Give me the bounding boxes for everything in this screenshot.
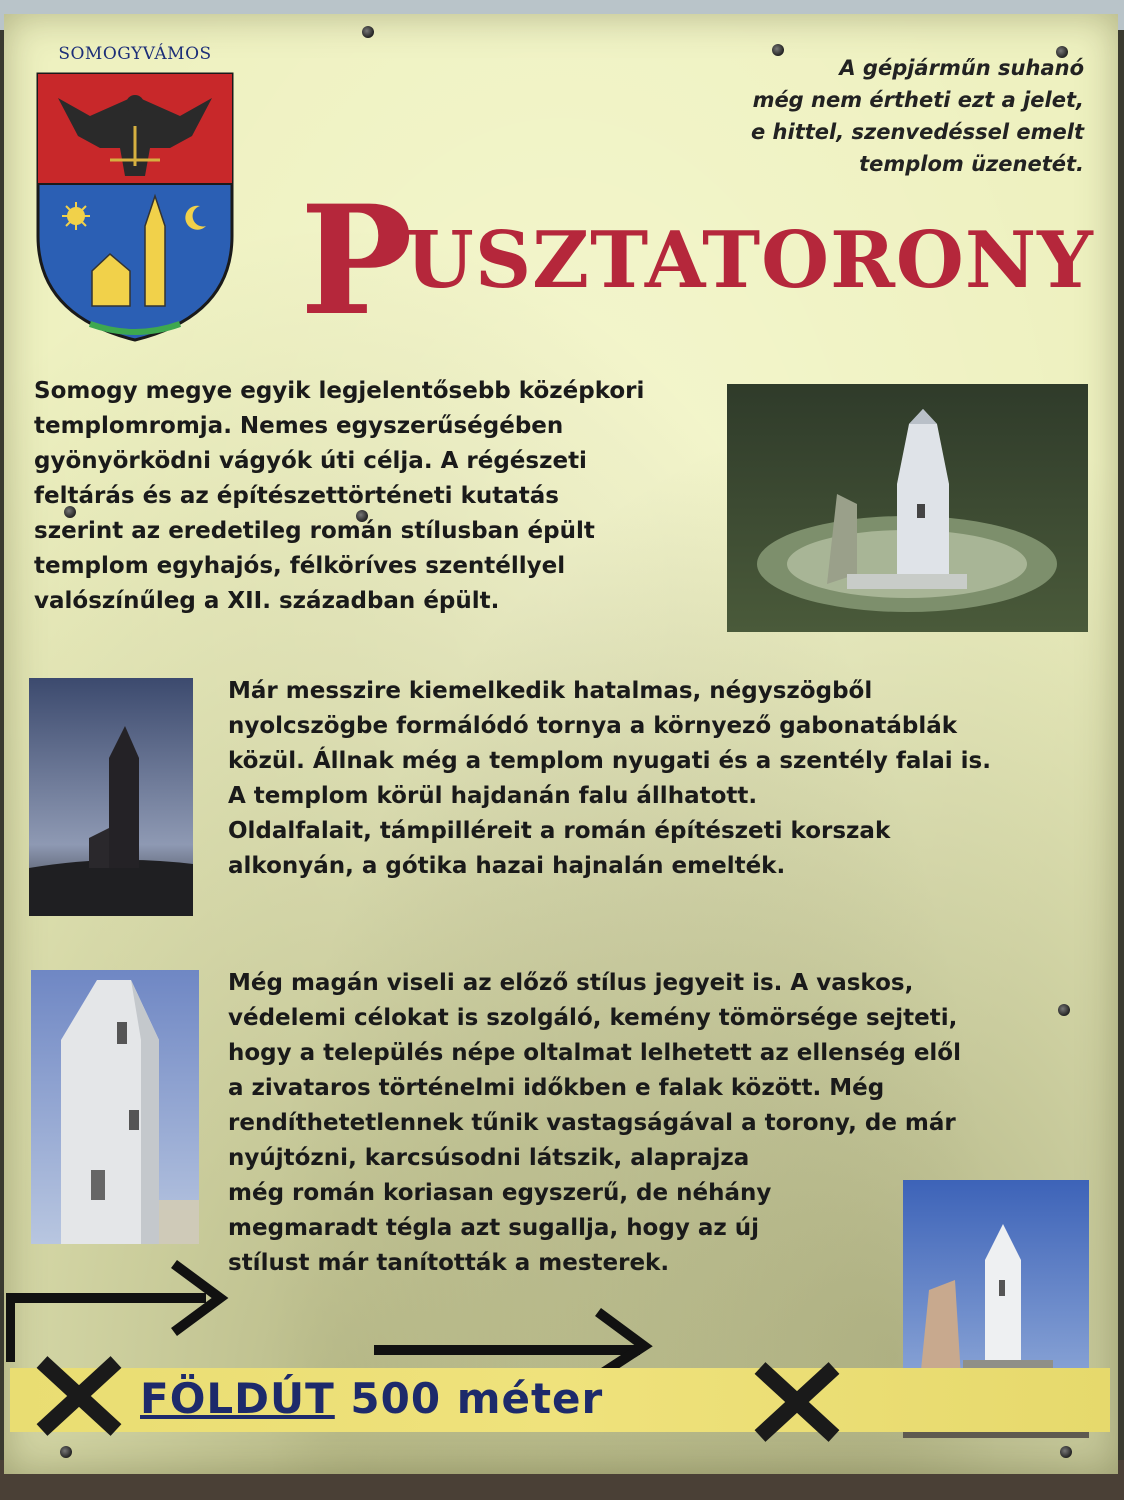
text-line: Somogy megye egyik legjelentősebb középkori: [34, 378, 645, 404]
motto-line: A gépjárműn suhanó: [839, 56, 1084, 80]
text-line: nyolcszögbe formálódó tornya a környező gabonatáblák: [228, 713, 958, 739]
motto-line: még nem értheti ezt a jelet,: [752, 88, 1084, 112]
aerial-ruin-photo: [727, 384, 1088, 632]
crest-village-name: SOMOGYVÁMOS: [58, 44, 212, 64]
motto: [664, 52, 1084, 180]
text-line: szerint az eredetileg román stílusban épült: [34, 518, 595, 544]
motto-line: e hittel, szenvedéssel emelt: [751, 120, 1084, 144]
coat-of-arms-eagle-tower-icon: [30, 66, 240, 346]
text-line: templom egyhajós, félköríves szentéllyel: [34, 553, 566, 579]
road-distance: 500 méter: [350, 1374, 604, 1423]
text-line: valószínűleg a XII. században épült.: [34, 588, 500, 614]
text-line: A templom körül hajdanán falu állhatott.: [228, 783, 758, 809]
cross-mark-icon: [34, 1356, 124, 1436]
tower-silhouette-photo: [29, 678, 193, 916]
text-line: rendíthetetlennek tűnik vastagságával a torony, de már: [228, 1110, 956, 1136]
text-line: Még magán viseli az előző stílus jegyeit is. A vaskos,: [228, 970, 914, 996]
text-line: alkonyán, a gótika hazai hajnalán emelték.: [228, 853, 786, 879]
dirt-road-sign: [140, 1374, 603, 1423]
cross-mark-icon: [752, 1362, 842, 1442]
text-line: Oldalfalait, támpilléreit a román építészeti korszak: [228, 818, 891, 844]
text-line: stílust már tanították a mesterek.: [228, 1250, 670, 1276]
text-line: Már messzire kiemelkedik hatalmas, négyszögből: [228, 678, 873, 704]
paragraph-style: [228, 966, 961, 1281]
title-initial: P: [300, 173, 414, 349]
text-line: a zivataros történelmi időkben e falak között. Még: [228, 1075, 885, 1101]
text-line: templomromja. Nemes egyszerűségében: [34, 413, 564, 439]
text-line: gyönyörködni vágyók úti célja. A régészeti: [34, 448, 587, 474]
tower-closeup-photo: [31, 970, 199, 1244]
text-line: védelemi célokat is szolgáló, kemény tömörsége sejteti,: [228, 1005, 958, 1031]
text-line: közül. Állnak még a templom nyugati és a szentély falai is.: [228, 748, 991, 774]
paragraph-tower: [228, 674, 991, 884]
arrow-right-icon: [6, 1258, 236, 1368]
motto-line: templom üzenetét.: [859, 152, 1084, 176]
bolt-icon: [1058, 1004, 1070, 1016]
bolt-icon: [1060, 1446, 1072, 1458]
bolt-icon: [362, 26, 374, 38]
road-type: FÖLDÚT: [140, 1374, 335, 1423]
text-line: még román koriasan egyszerű, de néhány: [228, 1180, 772, 1206]
text-line: hogy a település népe oltalmat lelhetett az ellenség elől: [228, 1040, 961, 1066]
text-line: nyújtózni, karcsúsodni látszik, alaprajza: [228, 1145, 750, 1171]
text-line: megmaradt tégla azt sugallja, hogy az új: [228, 1215, 759, 1241]
title-rest: USZTATORONY: [405, 215, 1094, 306]
page-title: [300, 173, 1094, 349]
text-line: feltárás és az építészettörténeti kutatás: [34, 483, 559, 509]
bolt-icon: [60, 1446, 72, 1458]
coat-of-arms: [30, 44, 240, 344]
paragraph-history: [34, 374, 644, 619]
